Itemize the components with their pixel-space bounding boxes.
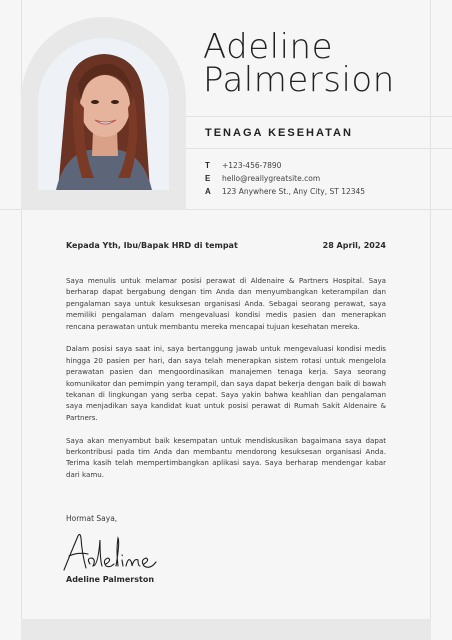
contact-letter: A bbox=[205, 187, 211, 196]
address-value: 123 Anywhere St., Any City, ST 12345 bbox=[222, 187, 366, 196]
contact-list bbox=[205, 159, 365, 198]
footer-band bbox=[21, 619, 431, 640]
signer-name: Adeline Palmerston bbox=[66, 575, 155, 584]
signature bbox=[60, 530, 160, 578]
contact-address bbox=[205, 185, 365, 198]
job-title: TENAGA KESEHATAN bbox=[205, 127, 353, 139]
paragraph: Saya akan menyambut baik kesempatan untuk mendiskusikan bagaimana saya dapat berkontribusi pada tim Anda dan membantu mendorong kesuksesan organisasi Anda. Terima kasih telah mempertimbangkan aplikasi saya. Saya berharap mendengar kabar dari kamu. bbox=[66, 435, 386, 479]
profile-photo bbox=[38, 38, 169, 190]
phone-value: +123-456-7890 bbox=[222, 161, 282, 170]
contact-letter: E bbox=[205, 174, 211, 183]
applicant-name bbox=[203, 27, 443, 100]
contact-phone bbox=[205, 159, 365, 172]
recipient: Kepada Yth, Ibu/Bapak HRD di tempat bbox=[66, 241, 238, 250]
paragraph: Saya menulis untuk melamar posisi perawat di Aldenaire & Partners Hospital. Saya berharap dapat bergabung dengan tim Anda dan menyumbangkan keterampilan dan pengalaman saya untuk kesuksesan organisasi Anda. Sebagai seorang perawat, saya memiliki pengalaman dalam mengevaluasi kondisi medis pasien dan menerapkan rencana perawatan untuk membantu mereka mencapai tujuan kesehatan mereka. bbox=[66, 276, 386, 331]
letter-date: 28 April, 2024 bbox=[322, 241, 386, 250]
last-name: Palmersion bbox=[203, 60, 395, 100]
closing: Hormat Saya, bbox=[66, 514, 118, 523]
letter-header bbox=[66, 241, 386, 250]
divider-line bbox=[186, 148, 452, 149]
contact-email bbox=[205, 172, 365, 185]
letter-body bbox=[66, 275, 386, 492]
paragraph: Dalam posisi saya saat ini, saya bertanggung jawab untuk mengevaluasi kondisi medis hingga 20 pasien per hari, dan saya telah menerapkan sistem rotasi untuk mengelola perawatan pasien dan mengoordinasikan manajemen tenaga kerja. Saya seorang komunikator dan pemimpin yang terampil, dan saya dapat bekerja dengan baik di bawah tekanan di lingkungan yang serba cepat. Saya yakin bahwa keahlian dan pengalaman saya menjadikan saya kandidat kuat untuk posisi perawat di Rumah Sakit Aldenaire & Partners. bbox=[66, 344, 386, 422]
email-value: hello@reallygreatsite.com bbox=[222, 174, 321, 183]
first-name: Adeline bbox=[203, 27, 334, 67]
contact-letter: T bbox=[205, 161, 210, 170]
divider-line bbox=[186, 116, 452, 117]
